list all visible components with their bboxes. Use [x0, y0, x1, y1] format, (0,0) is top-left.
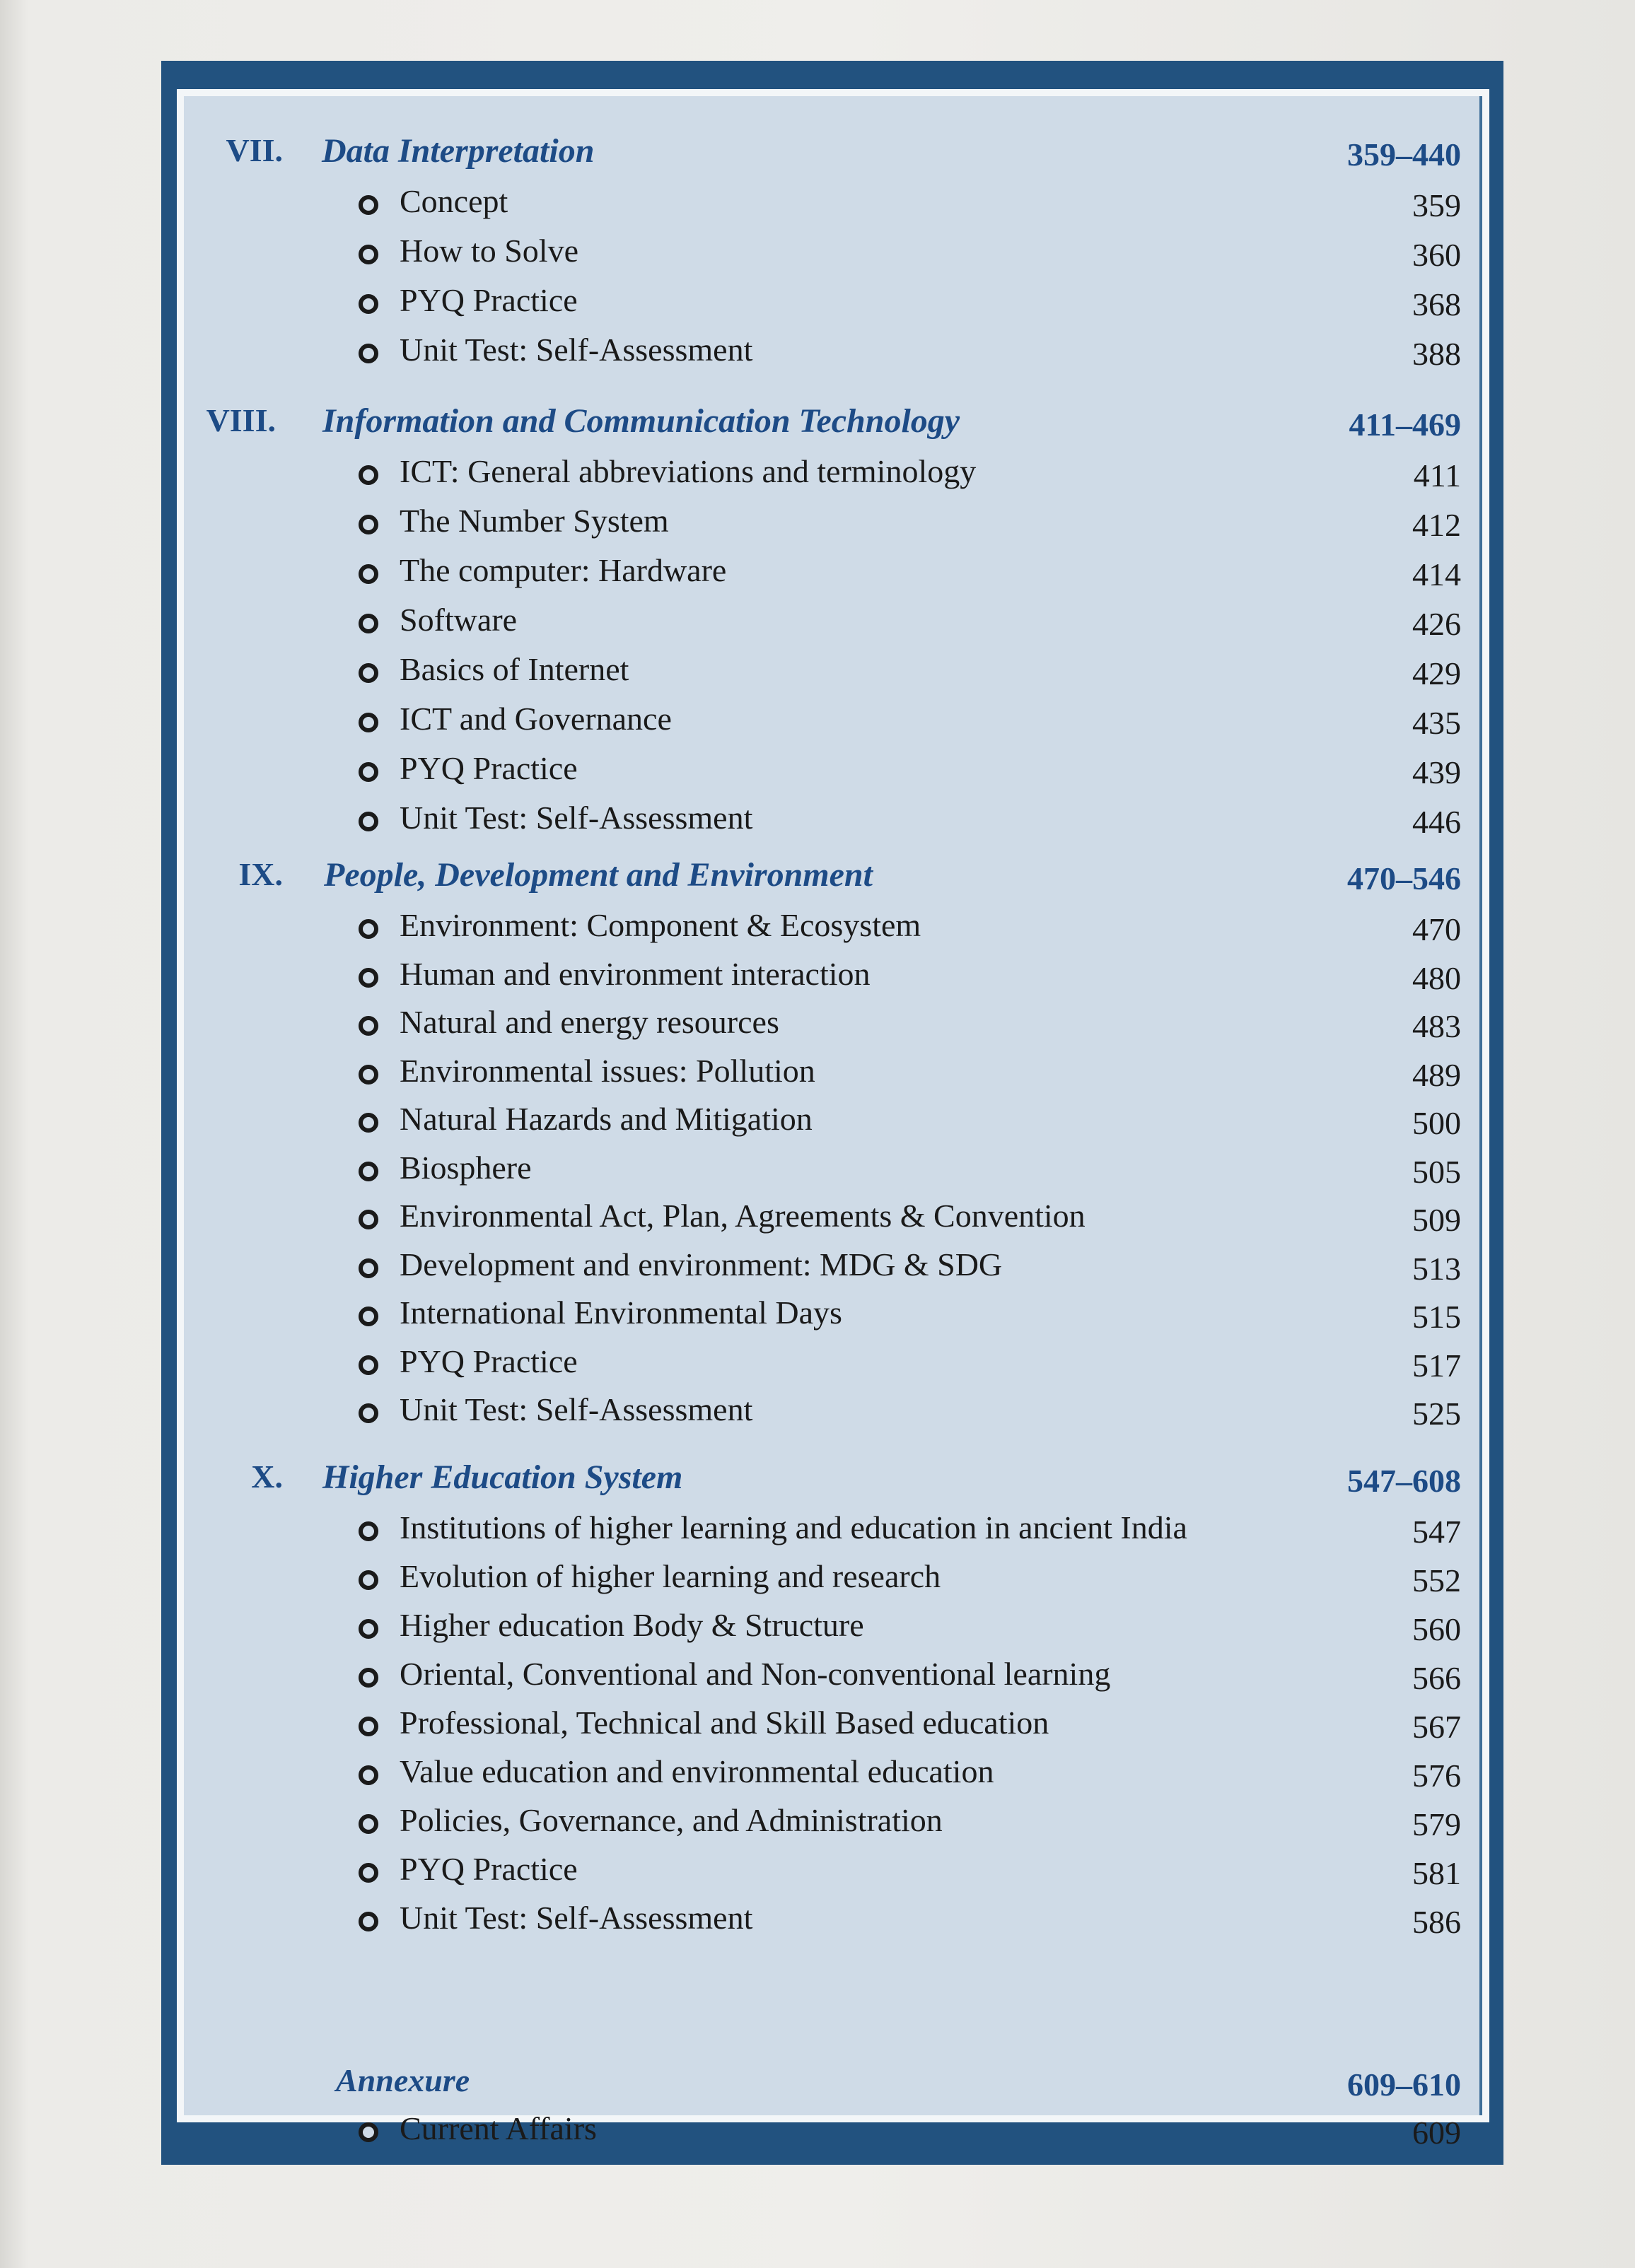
- bullet-circle-icon: [359, 1403, 378, 1423]
- bullet-circle-icon: [359, 1912, 378, 1931]
- entry-page-number: 566: [1412, 1660, 1461, 1696]
- toc-entry[interactable]: [184, 1197, 1479, 1239]
- entry-page-number: 513: [1412, 1250, 1461, 1287]
- entry-page-number: 446: [1412, 804, 1461, 840]
- toc-entry[interactable]: [184, 1052, 1479, 1094]
- entry-title: The Number System: [400, 503, 669, 539]
- entry-page-number: 439: [1412, 754, 1461, 790]
- entry-page-number: 368: [1412, 286, 1461, 322]
- bullet-circle-icon: [359, 1521, 378, 1541]
- entry-title: PYQ Practice: [400, 282, 578, 318]
- entry-title: Basics of Internet: [400, 651, 629, 687]
- entry-title: Concept: [400, 183, 508, 219]
- section-title: Data Interpretation: [322, 132, 595, 170]
- entry-title: Policies, Governance, and Administration: [400, 1802, 943, 1838]
- bullet-circle-icon: [359, 1619, 378, 1639]
- bullet-circle-icon: [359, 344, 378, 363]
- entry-page-number: 515: [1412, 1299, 1461, 1335]
- section-number: VIII.: [206, 402, 276, 438]
- section-page-range: 411–469: [1349, 407, 1461, 443]
- entry-page-number: 505: [1412, 1153, 1461, 1190]
- entry-title: Human and environment interaction: [400, 955, 871, 992]
- entry-page-number: 576: [1412, 1758, 1461, 1794]
- bullet-circle-icon: [359, 465, 378, 485]
- entry-page-number: 480: [1412, 959, 1461, 996]
- entry-title: Oriental, Conventional and Non-conventional learning: [400, 1656, 1111, 1692]
- toc-section-heading[interactable]: [184, 402, 1479, 445]
- bullet-circle-icon: [359, 1113, 378, 1133]
- toc-entry[interactable]: [184, 182, 1479, 225]
- entry-page-number: 560: [1412, 1611, 1461, 1647]
- bullet-circle-icon: [359, 812, 378, 831]
- toc-inner-border: [177, 89, 1489, 2151]
- section-title: Information and Communication Technology: [322, 402, 960, 440]
- bullet-circle-icon: [359, 1162, 378, 1181]
- entry-title: PYQ Practice: [400, 1851, 578, 1887]
- entry-title: Value education and environmental education: [400, 1753, 994, 1789]
- toc-entry[interactable]: [184, 700, 1479, 742]
- toc-entry[interactable]: [184, 1149, 1479, 1191]
- entry-page-number: 586: [1412, 1904, 1461, 1940]
- bullet-circle-icon: [359, 919, 378, 939]
- section-title: People, Development and Environment: [324, 856, 873, 894]
- toc-section-heading[interactable]: [184, 131, 1479, 175]
- bullet-circle-icon: [359, 968, 378, 988]
- bullet-circle-icon: [359, 2122, 378, 2142]
- bullet-circle-icon: [359, 294, 378, 314]
- toc-entry[interactable]: [184, 1003, 1479, 1046]
- section-number: X.: [251, 1459, 283, 1495]
- entry-page-number: 567: [1412, 1709, 1461, 1745]
- toc-entry[interactable]: [184, 1557, 1479, 1600]
- toc-entry[interactable]: [184, 799, 1479, 841]
- entry-title: Unit Test: Self-Assessment: [400, 800, 753, 836]
- table-of-contents: [184, 96, 1479, 2151]
- toc-entry[interactable]: [184, 1899, 1479, 1941]
- entry-page-number: 579: [1412, 1806, 1461, 1842]
- bullet-circle-icon: [359, 1355, 378, 1375]
- entry-page-number: 470: [1412, 911, 1461, 947]
- entry-page-number: 429: [1412, 655, 1461, 691]
- bullet-circle-icon: [359, 1717, 378, 1736]
- bullet-circle-icon: [359, 1210, 378, 1229]
- entry-title: Software: [400, 602, 518, 638]
- toc-entry[interactable]: [184, 2110, 1479, 2152]
- bullet-circle-icon: [359, 713, 378, 732]
- toc-entry[interactable]: [184, 749, 1479, 792]
- bullet-circle-icon: [359, 564, 378, 584]
- entry-title: Professional, Technical and Skill Based education: [400, 1705, 1049, 1741]
- toc-panel: [184, 96, 1482, 2151]
- entry-title: Unit Test: Self-Assessment: [400, 1391, 753, 1427]
- toc-entry[interactable]: [184, 1391, 1479, 1433]
- entry-page-number: 426: [1412, 606, 1461, 642]
- toc-entry[interactable]: [184, 1294, 1479, 1336]
- bullet-circle-icon: [359, 515, 378, 534]
- bullet-circle-icon: [359, 1065, 378, 1085]
- entry-title: Environmental issues: Pollution: [400, 1052, 815, 1089]
- entry-title: PYQ Practice: [400, 1343, 578, 1379]
- entry-title: Natural and energy resources: [400, 1004, 779, 1040]
- toc-entry[interactable]: [184, 1606, 1479, 1649]
- entry-title: International Environmental Days: [400, 1294, 842, 1331]
- entry-page-number: 517: [1412, 1347, 1461, 1384]
- entry-title: Unit Test: Self-Assessment: [400, 332, 753, 368]
- entry-page-number: 489: [1412, 1056, 1461, 1093]
- toc-entry[interactable]: [184, 601, 1479, 643]
- bullet-circle-icon: [359, 1814, 378, 1834]
- entry-page-number: 360: [1412, 237, 1461, 273]
- entry-title: Evolution of higher learning and research: [400, 1558, 941, 1594]
- toc-entry[interactable]: [184, 1246, 1479, 1288]
- annexure-page-range: 609–610: [1347, 2067, 1461, 2103]
- toc-entry[interactable]: [184, 452, 1479, 495]
- entry-title: Development and environment: MDG & SDG: [400, 1246, 1003, 1282]
- section-number: VII.: [226, 132, 283, 168]
- toc-entry[interactable]: [184, 502, 1479, 544]
- bullet-circle-icon: [359, 245, 378, 264]
- toc-entry[interactable]: [184, 1850, 1479, 1893]
- toc-entry[interactable]: [184, 1801, 1479, 1844]
- entry-title: ICT: General abbreviations and terminology: [400, 453, 977, 489]
- toc-entry[interactable]: [184, 955, 1479, 998]
- toc-entry[interactable]: [184, 281, 1479, 324]
- bullet-circle-icon: [359, 663, 378, 683]
- entry-page-number: 412: [1412, 507, 1461, 543]
- toc-entry[interactable]: [184, 1704, 1479, 1746]
- section-page-range: 470–546: [1347, 860, 1461, 896]
- toc-annexure-heading[interactable]: [184, 2062, 1479, 2105]
- toc-entry[interactable]: [184, 1753, 1479, 1795]
- annexure-title: Annexure: [336, 2062, 470, 2098]
- toc-entry[interactable]: [184, 1100, 1479, 1142]
- entry-title: Higher education Body & Structure: [400, 1607, 864, 1643]
- toc-entry[interactable]: [184, 551, 1479, 594]
- toc-entry[interactable]: [184, 1655, 1479, 1697]
- bullet-circle-icon: [359, 1570, 378, 1590]
- toc-entry[interactable]: [184, 331, 1479, 373]
- toc-section-heading[interactable]: [184, 855, 1479, 899]
- entry-page-number: 552: [1412, 1562, 1461, 1598]
- entry-title: The computer: Hardware: [400, 552, 727, 588]
- entry-page-number: 414: [1412, 556, 1461, 592]
- entry-page-number: 547: [1412, 1514, 1461, 1550]
- bullet-circle-icon: [359, 1863, 378, 1883]
- bullet-circle-icon: [359, 1668, 378, 1688]
- bullet-circle-icon: [359, 762, 378, 782]
- entry-title: Institutions of higher learning and education in ancient India: [400, 1509, 1187, 1545]
- entry-title: Unit Test: Self-Assessment: [400, 1900, 753, 1936]
- entry-page-number: 411: [1413, 457, 1461, 493]
- bullet-circle-icon: [359, 195, 378, 215]
- bullet-circle-icon: [359, 1307, 378, 1326]
- bullet-circle-icon: [359, 1765, 378, 1785]
- section-page-range: 359–440: [1347, 136, 1461, 173]
- toc-entry[interactable]: [184, 1343, 1479, 1385]
- section-number: IX.: [238, 856, 283, 892]
- toc-section-heading[interactable]: [184, 1458, 1479, 1502]
- entry-page-number: 435: [1412, 705, 1461, 741]
- section-title: Higher Education System: [322, 1459, 683, 1496]
- entry-title: Biosphere: [400, 1149, 532, 1186]
- entry-title: Environmental Act, Plan, Agreements & Convention: [400, 1198, 1086, 1234]
- entry-title: Current Affairs: [400, 2110, 597, 2146]
- entry-page-number: 388: [1412, 336, 1461, 372]
- toc-frame: [161, 61, 1503, 2165]
- toc-entry[interactable]: [184, 650, 1479, 693]
- toc-entry[interactable]: [184, 906, 1479, 949]
- entry-title: PYQ Practice: [400, 750, 578, 786]
- entry-page-number: 359: [1412, 187, 1461, 223]
- entry-page-number: 609: [1412, 2115, 1461, 2151]
- entry-page-number: 509: [1412, 1202, 1461, 1238]
- bullet-circle-icon: [359, 614, 378, 633]
- section-page-range: 547–608: [1347, 1463, 1461, 1499]
- bullet-circle-icon: [359, 1258, 378, 1278]
- entry-page-number: 483: [1412, 1008, 1461, 1044]
- entry-title: ICT and Governance: [400, 701, 672, 737]
- toc-entry[interactable]: [184, 1509, 1479, 1551]
- toc-entry[interactable]: [184, 232, 1479, 274]
- entry-page-number: 500: [1412, 1105, 1461, 1141]
- entry-title: Natural Hazards and Mitigation: [400, 1101, 813, 1137]
- bullet-circle-icon: [359, 1016, 378, 1036]
- entry-title: How to Solve: [400, 233, 578, 269]
- entry-page-number: 581: [1412, 1855, 1461, 1891]
- entry-page-number: 525: [1412, 1396, 1461, 1432]
- entry-title: Environment: Component & Ecosystem: [400, 907, 921, 943]
